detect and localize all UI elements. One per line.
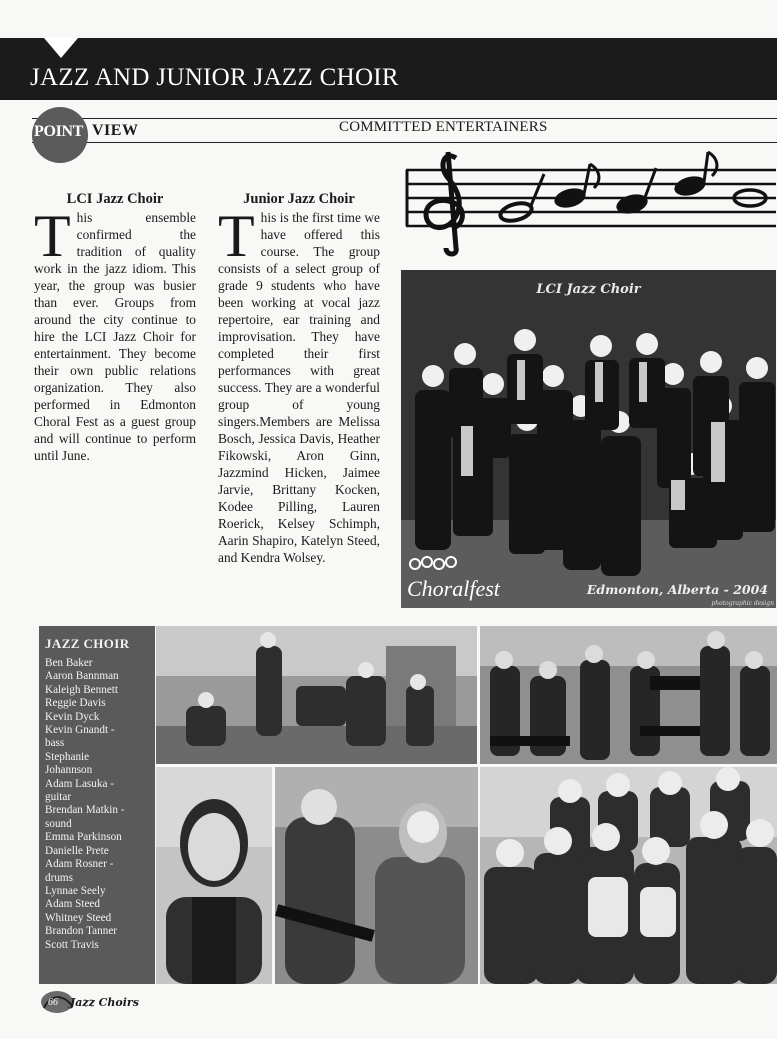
roster-item: Brandon Tanner — [45, 925, 118, 938]
roster-item: guitar — [45, 791, 72, 804]
roster-item: Johannson — [45, 764, 93, 777]
roster-item: Aaron Bannman — [45, 670, 119, 683]
page-number-logo-icon — [40, 988, 74, 1014]
roster-item: Adam Lasuka - — [45, 777, 114, 790]
roster-item: Kaleigh Bennett — [45, 683, 119, 696]
choir-photo-title: LCI Jazz Choir — [536, 282, 641, 297]
rehearsal-room-photo — [156, 626, 477, 764]
roster-item: Kevin Gnandt - — [45, 724, 115, 737]
footer-section: Jazz Choirs — [70, 996, 139, 1009]
junior-body: his is the first time we have offered this course. The group consists of a select group of grade 9 students who have been working at vocal jazz repertoire, ear training and improvisation. They have completed their first performances with great success. They are a wonderful group of young singers.Members are Melissa Bosch, Jessica Davis, Heather Fikowski, Aron Ginn, Jazzmind Hicken, Jaimee Jarvie, Brittany Kocken, Kodee Pilling, Lauren Roerick, Kelsey Schimph, Aarin Shapiro, Katelyn Steed, and Kendra Wolsey. — [218, 210, 380, 565]
treble-clef-icon — [426, 152, 462, 254]
music-staff-graphic — [404, 148, 776, 258]
roster-item: bass — [45, 737, 65, 750]
junior-dropcap: T — [218, 203, 255, 269]
singers-performing-photo — [275, 767, 478, 984]
point-label: POINT — [34, 123, 84, 140]
page-title: JAZZ AND JUNIOR JAZZ CHOIR — [30, 64, 399, 91]
roster-item: sound — [45, 817, 72, 830]
lci-article — [34, 191, 196, 464]
roster-item: drums — [45, 871, 73, 884]
lci-dropcap: T — [34, 203, 71, 269]
junior-title: Junior Jazz Choir — [243, 191, 355, 207]
bottom-rule — [32, 142, 777, 143]
roster-item: Reggie Davis — [45, 697, 106, 710]
roster-item: Whitney Steed — [45, 911, 112, 924]
lci-title: LCI Jazz Choir — [66, 191, 164, 207]
header-notch — [44, 38, 78, 58]
roster-item: Adam Rosner - — [45, 858, 114, 871]
view-label: VIEW — [92, 122, 139, 139]
lci-body: his ensemble confirmed the tradition of quality work in the jazz idiom. This year, the group was busier than ever. Groups from around the city continue to hire the LCI Jazz Choir for entertainment. They become their own public relations organization. They also performed in Edmonton Choral Fest as a guest group and will continue to perform until June. — [34, 210, 196, 463]
choralfest-logo — [407, 554, 500, 602]
choralfest-text: Choralfest — [407, 576, 500, 601]
roster-item: Kevin Dyck — [45, 710, 100, 723]
roster-item: Emma Parkinson — [45, 831, 122, 844]
section-subtitle: COMMITTED ENTERTAINERS — [339, 119, 548, 135]
roster-item: Brendan Matkin - — [45, 804, 125, 817]
choir-photo-location: Edmonton, Alberta - 2004 — [586, 582, 768, 597]
roster-title: JAZZ CHOIR — [45, 636, 130, 651]
choir-rehearsal-photo — [480, 626, 777, 764]
photo-credit: photographic design — [711, 600, 774, 607]
roster-item: Stephanie — [45, 750, 90, 763]
page-number: 66 — [48, 997, 58, 1008]
choir-group-photo — [401, 270, 776, 608]
roster-item: Scott Travis — [45, 938, 99, 951]
roster-item: Ben Baker — [45, 657, 93, 669]
student-portrait-photo — [156, 767, 272, 984]
choralfest-bubbles-icon — [407, 554, 487, 578]
junior-choir-group-photo — [480, 767, 777, 984]
jazz-choir-roster — [39, 626, 155, 984]
roster-item: Lynnae Seely — [45, 884, 106, 897]
roster-item: Adam Steed — [45, 898, 100, 911]
junior-article — [218, 191, 380, 566]
roster-item: Danielle Prete — [45, 844, 109, 857]
